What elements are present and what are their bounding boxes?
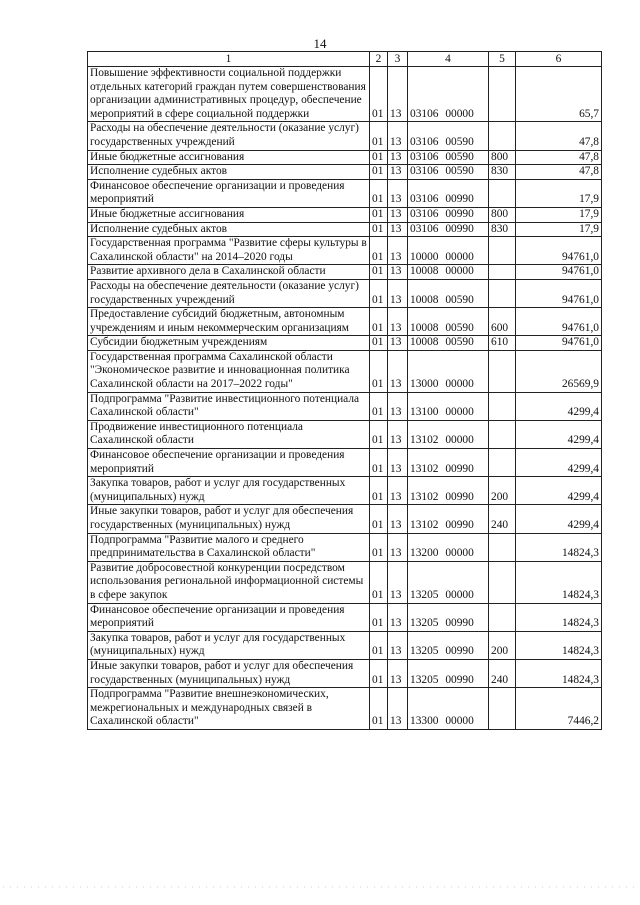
section-code: 01 — [370, 631, 388, 659]
table-row — [88, 505, 602, 533]
section-code: 01 — [370, 477, 388, 505]
subsection-code: 13 — [388, 207, 408, 222]
table-row — [88, 308, 602, 336]
section-code: 01 — [370, 308, 388, 336]
expense-type-code — [489, 420, 516, 448]
target-item-code: 10008 00590 — [408, 279, 489, 307]
expense-type-code: 200 — [489, 477, 516, 505]
target-item-code: 13000 00000 — [408, 350, 489, 392]
row-name: Подпрограмма "Развитие малого и среднего предпринимательства в Сахалинской области" — [88, 533, 370, 561]
page-number: 14 — [313, 36, 327, 51]
row-name: Субсидии бюджетным учреждениям — [88, 336, 370, 351]
target-item-code: 03106 00990 — [408, 207, 489, 222]
amount: 14824,3 — [516, 603, 602, 631]
expense-type-code: 200 — [489, 631, 516, 659]
expense-type-code — [489, 122, 516, 150]
amount: 17,9 — [516, 207, 602, 222]
subsection-code: 13 — [388, 67, 408, 122]
amount: 94761,0 — [516, 237, 602, 265]
section-code: 01 — [370, 392, 388, 420]
subsection-code: 13 — [388, 688, 408, 730]
target-item-code: 13205 00990 — [408, 631, 489, 659]
amount: 4299,4 — [516, 449, 602, 477]
section-code: 01 — [370, 603, 388, 631]
amount: 4299,4 — [516, 392, 602, 420]
target-item-code: 13205 00000 — [408, 561, 489, 603]
table-row — [88, 533, 602, 561]
target-item-code: 03106 00590 — [408, 150, 489, 165]
expense-type-code: 610 — [489, 336, 516, 351]
table-row — [88, 222, 602, 237]
amount: 47,8 — [516, 122, 602, 150]
row-name: Иные закупки товаров, работ и услуг для обеспечения государственных (муниципальных) нужд — [88, 659, 370, 687]
row-name: Исполнение судебных актов — [88, 222, 370, 237]
table-row — [88, 237, 602, 265]
section-code: 01 — [370, 67, 388, 122]
table-header-row — [88, 52, 602, 67]
subsection-code: 13 — [388, 505, 408, 533]
header-col-2: 2 — [370, 52, 388, 67]
expense-type-code — [489, 279, 516, 307]
target-item-code: 13102 00990 — [408, 505, 489, 533]
row-name: Продвижение инвестиционного потенциала Сахалинской области — [88, 420, 370, 448]
section-code: 01 — [370, 165, 388, 180]
expense-type-code: 830 — [489, 222, 516, 237]
expense-type-code: 240 — [489, 505, 516, 533]
row-name: Повышение эффективности социальной поддержки отдельных категорий граждан путем совершенствования организации административных процедур, обеспечение мероприятий в сфере социальной поддержки — [88, 67, 370, 122]
target-item-code: 03106 00590 — [408, 165, 489, 180]
scan-noise — [0, 884, 640, 890]
table-row — [88, 67, 602, 122]
table-row — [88, 150, 602, 165]
expense-type-code: 800 — [489, 207, 516, 222]
amount: 4299,4 — [516, 420, 602, 448]
subsection-code: 13 — [388, 165, 408, 180]
table-row — [88, 265, 602, 280]
table-row — [88, 350, 602, 392]
subsection-code: 13 — [388, 533, 408, 561]
table-row — [88, 179, 602, 207]
header-col-1: 1 — [88, 52, 370, 67]
table-row — [88, 336, 602, 351]
subsection-code: 13 — [388, 392, 408, 420]
subsection-code: 13 — [388, 659, 408, 687]
target-item-code: 03106 00000 — [408, 67, 489, 122]
target-item-code: 13102 00990 — [408, 477, 489, 505]
row-name: Развитие архивного дела в Сахалинской области — [88, 265, 370, 280]
expense-type-code: 600 — [489, 308, 516, 336]
row-name: Подпрограмма "Развитие внешнеэкономических, межрегиональных и международных связей в Сахалинской области" — [88, 688, 370, 730]
section-code: 01 — [370, 659, 388, 687]
section-code: 01 — [370, 336, 388, 351]
table-row — [88, 392, 602, 420]
section-code: 01 — [370, 420, 388, 448]
amount: 14824,3 — [516, 533, 602, 561]
section-code: 01 — [370, 561, 388, 603]
subsection-code: 13 — [388, 237, 408, 265]
header-col-5: 5 — [489, 52, 516, 67]
target-item-code: 10000 00000 — [408, 237, 489, 265]
section-code: 01 — [370, 688, 388, 730]
row-name: Закупка товаров, работ и услуг для государственных (муниципальных) нужд — [88, 477, 370, 505]
target-item-code: 03106 00990 — [408, 222, 489, 237]
target-item-code: 10008 00000 — [408, 265, 489, 280]
subsection-code: 13 — [388, 308, 408, 336]
target-item-code: 10008 00590 — [408, 308, 489, 336]
amount: 14824,3 — [516, 631, 602, 659]
target-item-code: 13205 00990 — [408, 603, 489, 631]
expense-type-code — [489, 392, 516, 420]
section-code: 01 — [370, 279, 388, 307]
table-row — [88, 420, 602, 448]
table-row — [88, 659, 602, 687]
amount: 26569,9 — [516, 350, 602, 392]
table-row — [88, 477, 602, 505]
table-row — [88, 122, 602, 150]
amount: 14824,3 — [516, 659, 602, 687]
subsection-code: 13 — [388, 449, 408, 477]
section-code: 01 — [370, 533, 388, 561]
row-name: Государственная программа Сахалинской области "Экономическое развитие и инновационная политика Сахалинской области на 2017–2022 годы" — [88, 350, 370, 392]
subsection-code: 13 — [388, 122, 408, 150]
subsection-code: 13 — [388, 420, 408, 448]
row-name: Финансовое обеспечение организации и проведения мероприятий — [88, 603, 370, 631]
subsection-code: 13 — [388, 265, 408, 280]
expense-type-code — [489, 603, 516, 631]
row-name: Иные бюджетные ассигнования — [88, 207, 370, 222]
amount: 65,7 — [516, 67, 602, 122]
expense-type-code — [489, 688, 516, 730]
subsection-code: 13 — [388, 477, 408, 505]
table-row — [88, 688, 602, 730]
amount: 47,8 — [516, 150, 602, 165]
amount: 14824,3 — [516, 561, 602, 603]
expense-type-code: 800 — [489, 150, 516, 165]
row-name: Развитие добросовестной конкуренции посредством использования региональной информационной системы в сфере закупок — [88, 561, 370, 603]
expense-type-code — [489, 350, 516, 392]
table-row — [88, 165, 602, 180]
row-name: Финансовое обеспечение организации и проведения мероприятий — [88, 179, 370, 207]
amount: 4299,4 — [516, 477, 602, 505]
expense-type-code — [489, 265, 516, 280]
expense-type-code — [489, 179, 516, 207]
row-name: Подпрограмма "Развитие инвестиционного потенциала Сахалинской области" — [88, 392, 370, 420]
row-name: Расходы на обеспечение деятельности (оказание услуг) государственных учреждений — [88, 122, 370, 150]
section-code: 01 — [370, 179, 388, 207]
subsection-code: 13 — [388, 150, 408, 165]
section-code: 01 — [370, 449, 388, 477]
amount: 17,9 — [516, 179, 602, 207]
section-code: 01 — [370, 505, 388, 533]
row-name: Государственная программа "Развитие сферы культуры в Сахалинской области" на 2014–2020 годы — [88, 237, 370, 265]
subsection-code: 13 — [388, 179, 408, 207]
section-code: 01 — [370, 350, 388, 392]
expense-type-code: 830 — [489, 165, 516, 180]
target-item-code: 03106 00590 — [408, 122, 489, 150]
target-item-code: 13102 00990 — [408, 449, 489, 477]
expense-type-code — [489, 449, 516, 477]
expense-type-code — [489, 533, 516, 561]
row-name: Закупка товаров, работ и услуг для государственных (муниципальных) нужд — [88, 631, 370, 659]
row-name: Финансовое обеспечение организации и проведения мероприятий — [88, 449, 370, 477]
amount: 94761,0 — [516, 265, 602, 280]
target-item-code: 13100 00000 — [408, 392, 489, 420]
amount: 17,9 — [516, 222, 602, 237]
target-item-code: 13205 00990 — [408, 659, 489, 687]
amount: 4299,4 — [516, 505, 602, 533]
table-row — [88, 207, 602, 222]
table-row — [88, 279, 602, 307]
row-name: Иные бюджетные ассигнования — [88, 150, 370, 165]
section-code: 01 — [370, 265, 388, 280]
section-code: 01 — [370, 207, 388, 222]
target-item-code: 13200 00000 — [408, 533, 489, 561]
target-item-code: 13102 00000 — [408, 420, 489, 448]
table-row — [88, 603, 602, 631]
header-col-6: 6 — [516, 52, 602, 67]
subsection-code: 13 — [388, 279, 408, 307]
expense-type-code — [489, 561, 516, 603]
section-code: 01 — [370, 222, 388, 237]
section-code: 01 — [370, 237, 388, 265]
section-code: 01 — [370, 122, 388, 150]
subsection-code: 13 — [388, 603, 408, 631]
section-code: 01 — [370, 150, 388, 165]
row-name: Предоставление субсидий бюджетным, автономным учреждениям и иным некоммерческим организациям — [88, 308, 370, 336]
table-row — [88, 449, 602, 477]
subsection-code: 13 — [388, 631, 408, 659]
subsection-code: 13 — [388, 561, 408, 603]
amount: 94761,0 — [516, 336, 602, 351]
amount: 94761,0 — [516, 279, 602, 307]
target-item-code: 03106 00990 — [408, 179, 489, 207]
expense-type-code — [489, 237, 516, 265]
table-row — [88, 561, 602, 603]
row-name: Исполнение судебных актов — [88, 165, 370, 180]
target-item-code: 13300 00000 — [408, 688, 489, 730]
subsection-code: 13 — [388, 350, 408, 392]
expense-type-code: 240 — [489, 659, 516, 687]
table-row — [88, 631, 602, 659]
subsection-code: 13 — [388, 222, 408, 237]
budget-table — [87, 51, 602, 730]
header-col-3: 3 — [388, 52, 408, 67]
row-name: Иные закупки товаров, работ и услуг для обеспечения государственных (муниципальных) нужд — [88, 505, 370, 533]
row-name: Расходы на обеспечение деятельности (оказание услуг) государственных учреждений — [88, 279, 370, 307]
amount: 7446,2 — [516, 688, 602, 730]
subsection-code: 13 — [388, 336, 408, 351]
amount: 47,8 — [516, 165, 602, 180]
amount: 94761,0 — [516, 308, 602, 336]
header-col-4: 4 — [408, 52, 489, 67]
expense-type-code — [489, 67, 516, 122]
target-item-code: 10008 00590 — [408, 336, 489, 351]
